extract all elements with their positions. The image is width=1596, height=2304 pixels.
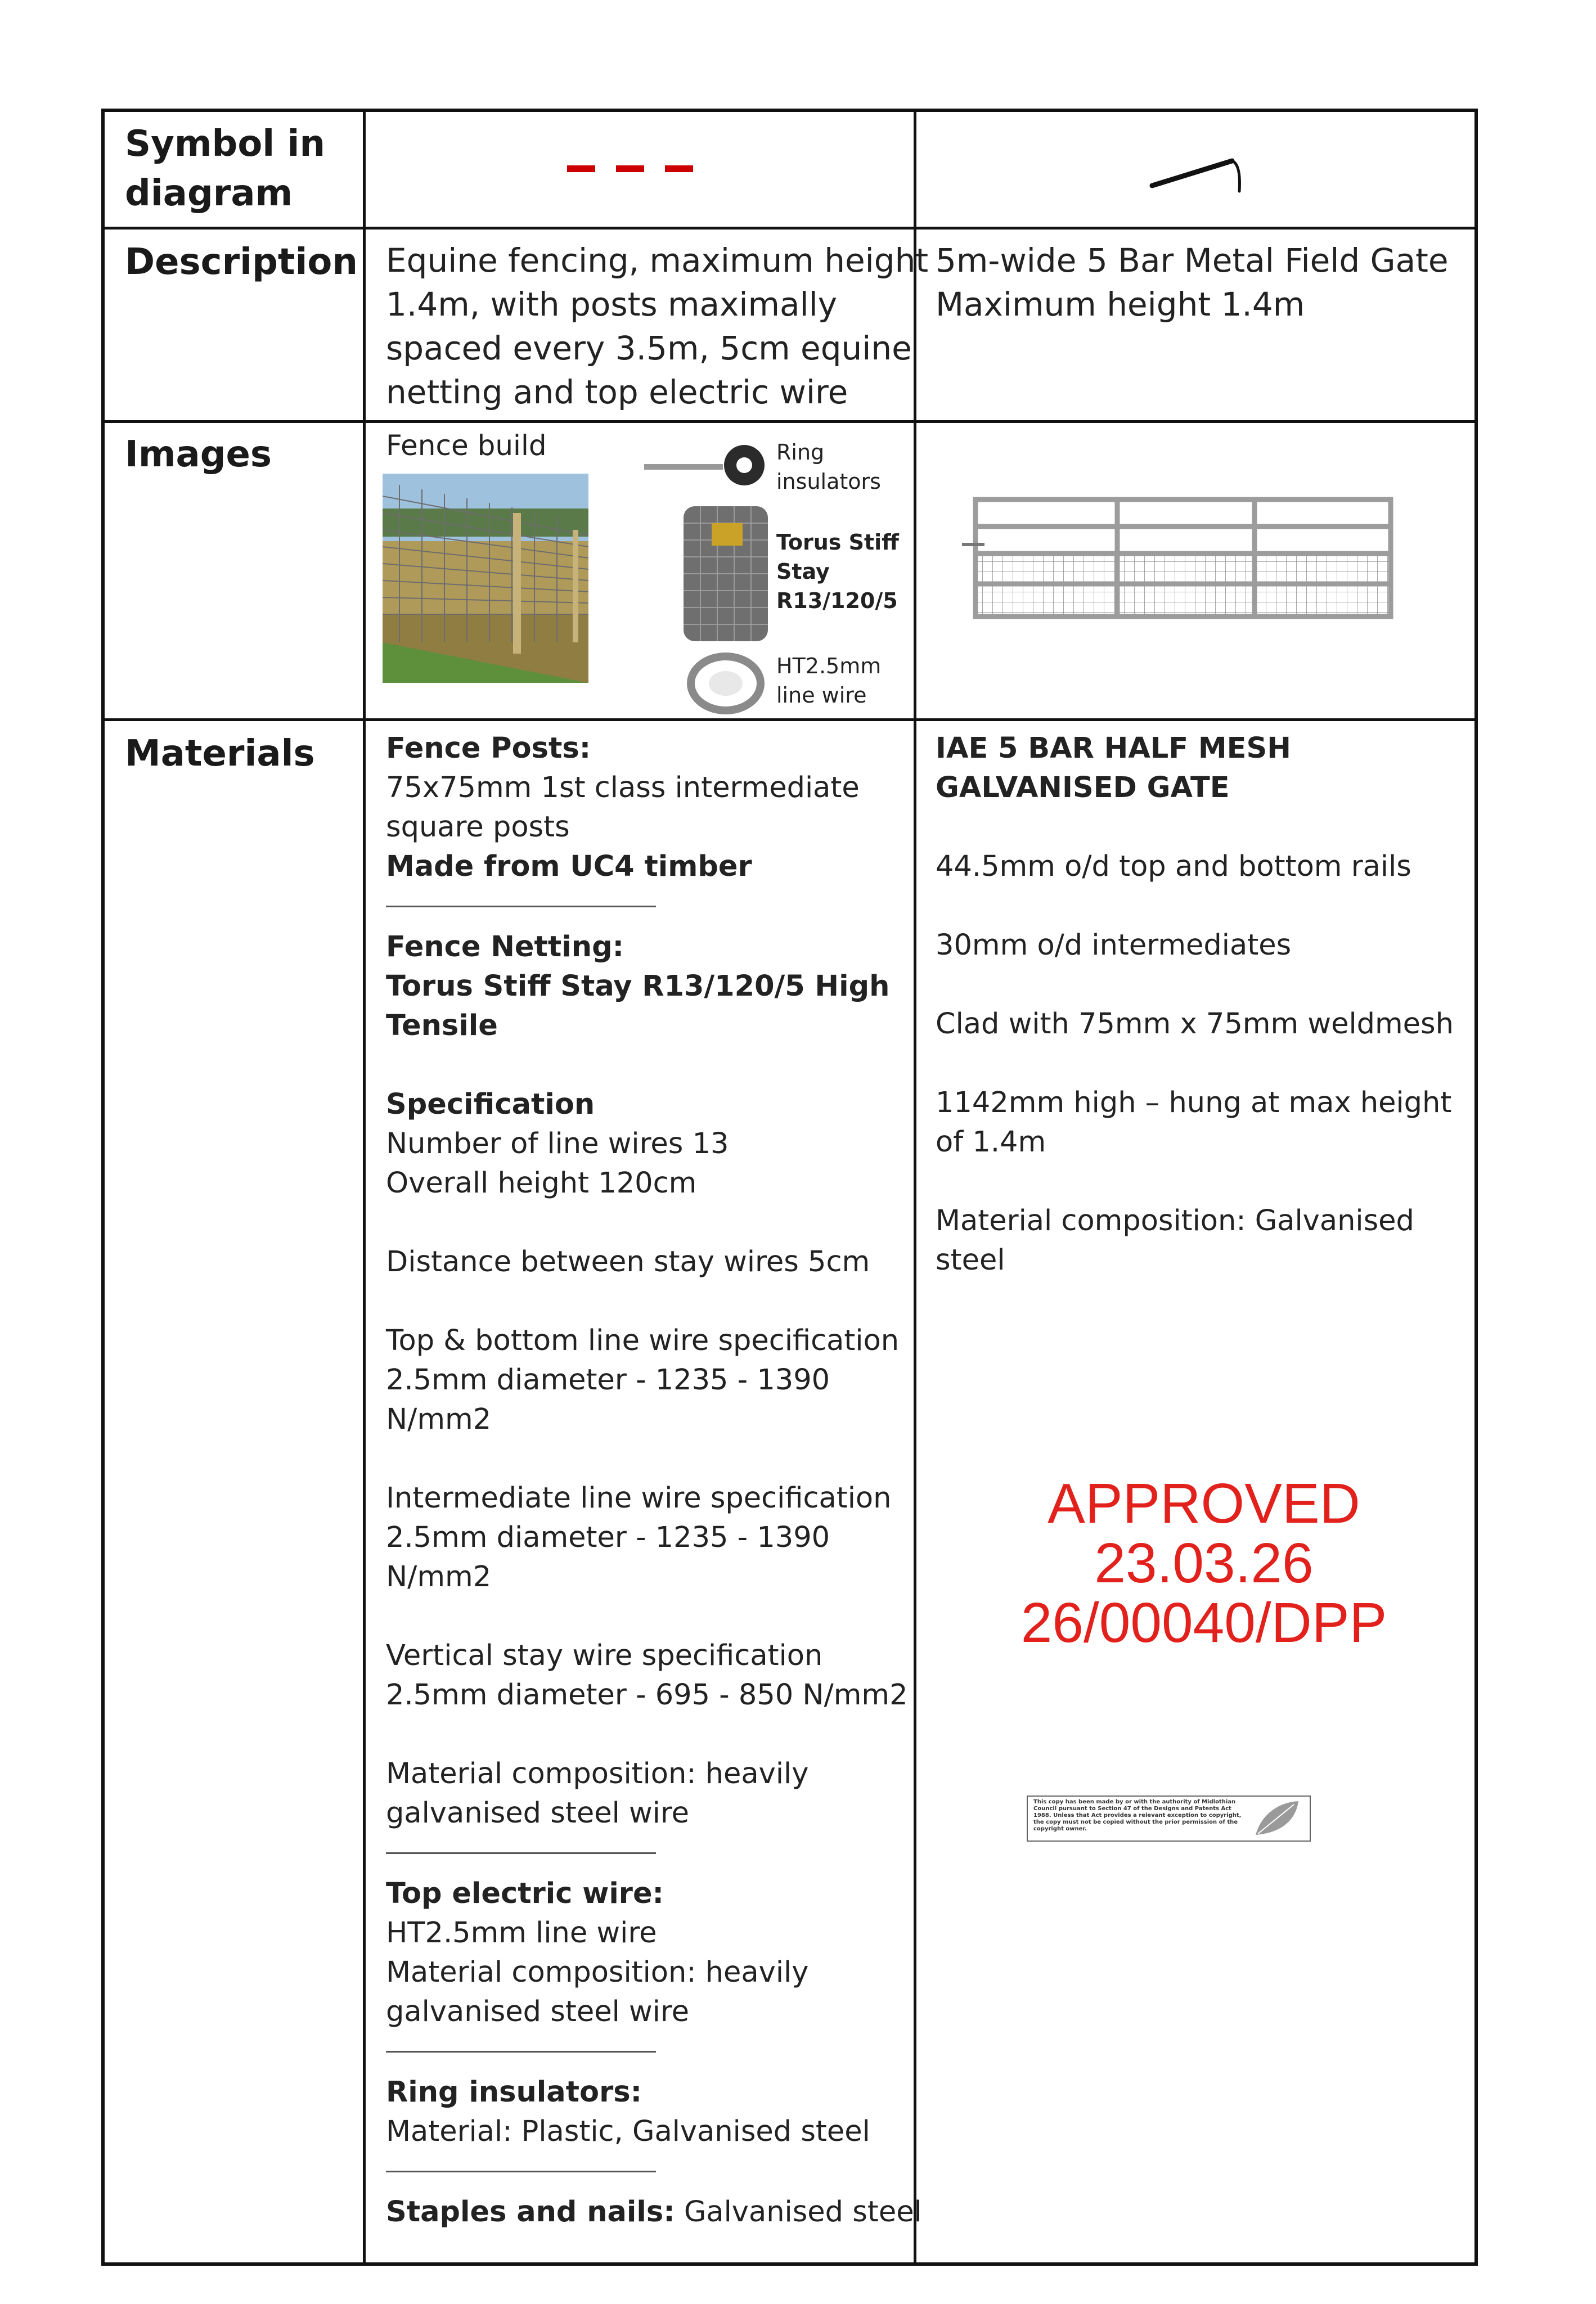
gate-heading: GALVANISED GATE (936, 771, 1230, 804)
ring-insulator-caption (776, 438, 881, 496)
caption-line: HT2.5mm (776, 654, 882, 678)
approval-stamp (1001, 1474, 1406, 1653)
netting-roll-caption (776, 528, 899, 615)
materials-line: Clad with 75mm x 75mm weldmesh (936, 1007, 1454, 1041)
materials-line: Material: Plastic, Galvanised steel (386, 2115, 870, 2148)
materials-line: 30mm o/d intermediates (936, 929, 1292, 962)
fence-build-caption: Fence build (386, 429, 547, 462)
materials-line: 2.5mm diameter - 1235 - 1390 (386, 1364, 830, 1397)
ring-insulator-image (639, 442, 779, 492)
ring-insulators-heading: Ring insulators: (386, 2076, 642, 2109)
description-line: spaced every 3.5m, 5cm equine (386, 329, 912, 367)
section-divider (386, 1833, 656, 1854)
materials-line: Distance between stay wires 5cm (386, 1245, 870, 1279)
electric-wire-heading: Top electric wire: (386, 1877, 664, 1910)
description-line: 1.4m, with posts maximally (386, 285, 838, 323)
description-line: Maximum height 1.4m (936, 285, 1305, 323)
specification-heading: Specification (386, 1088, 595, 1121)
materials-line: N/mm2 (386, 1560, 492, 1594)
materials-line: 1142mm high – hung at max height (936, 1086, 1452, 1119)
materials-line: 2.5mm diameter - 1235 - 1390 (386, 1521, 830, 1554)
materials-line: square posts (386, 811, 570, 844)
caption-line: insulators (776, 469, 881, 494)
materials-line: Tensile (386, 1009, 498, 1042)
gate-description (936, 238, 1449, 326)
caption-line: R13/120/5 (776, 588, 898, 613)
netting-roll-image (678, 501, 774, 647)
gate-materials (936, 729, 1454, 1280)
leaf-logo-icon (1244, 1798, 1306, 1840)
staples-value: Galvanised steel (675, 2195, 922, 2229)
section-divider (386, 2032, 656, 2053)
caption-line: Ring (776, 440, 825, 465)
fence-symbol-icon (563, 158, 698, 180)
materials-line: Material composition: heavily (386, 1757, 809, 1790)
materials-line: Number of line wires 13 (386, 1127, 729, 1160)
fence-materials (386, 729, 922, 2232)
materials-line: Top & bottom line wire specification (386, 1324, 900, 1357)
section-divider (386, 2152, 656, 2172)
materials-line: N/mm2 (386, 1403, 492, 1436)
materials-line: Overall height 120cm (386, 1167, 697, 1200)
posts-heading: Fence Posts: (386, 732, 591, 765)
caption-line: line wire (776, 683, 867, 708)
line-wire-caption (776, 651, 881, 710)
staples-heading: Staples and nails: (386, 2195, 675, 2229)
description-line: 5m-wide 5 Bar Metal Field Gate (936, 241, 1449, 280)
materials-line: galvanised steel wire (386, 1995, 690, 2028)
description-line: Equine fencing, maximum height (386, 241, 929, 280)
stamp-line: APPROVED (1047, 1472, 1360, 1535)
description-row-label: Description (125, 241, 358, 283)
materials-row-label: Materials (125, 733, 315, 775)
materials-line: 2.5mm diameter - 695 - 850 N/mm2 (386, 1678, 908, 1712)
fence-description (386, 238, 928, 414)
field-gate-image (962, 490, 1406, 631)
materials-line: Torus Stiff Stay R13/120/5 High (386, 970, 890, 1003)
column-divider (363, 112, 366, 2262)
caption-line: Stay (776, 559, 830, 584)
copyright-text: This copy has been made by or with the authority of Midlothian Council pursuant to Section 47 of the Designs and Patents Act 1988. Unless that Act provides a relevant exception to copyright, the copy must not be copied without the prior permission of the copyright owner. (1033, 1799, 1242, 1832)
stamp-line: 26/00040/DPP (1020, 1591, 1387, 1654)
images-row-label: Images (125, 434, 272, 475)
materials-line: 75x75mm 1st class intermediate (386, 771, 860, 804)
fence-build-photo (383, 474, 588, 683)
line-wire-coil-image (686, 652, 765, 714)
description-line: netting and top electric wire (386, 373, 848, 411)
materials-line: steel (936, 1244, 1005, 1277)
materials-line: galvanised steel wire (386, 1797, 690, 1830)
materials-line: Material composition: heavily (386, 1956, 809, 1989)
materials-line: of 1.4m (936, 1126, 1046, 1159)
materials-line: Material composition: Galvanised (936, 1204, 1414, 1238)
materials-line: HT2.5mm line wire (386, 1916, 657, 1950)
section-divider (386, 886, 656, 907)
gate-heading: IAE 5 BAR HALF MESH (936, 732, 1291, 765)
materials-line: Made from UC4 timber (386, 850, 752, 883)
caption-line: Torus Stiff (776, 530, 899, 555)
stamp-line: 23.03.26 (1094, 1532, 1314, 1595)
materials-line: 44.5mm o/d top and bottom rails (936, 850, 1411, 883)
row-divider (105, 718, 1474, 721)
row-divider (105, 420, 1474, 423)
row-divider (105, 227, 1474, 230)
gate-symbol-icon (1148, 147, 1249, 198)
materials-line: Vertical stay wire specification (386, 1639, 823, 1672)
symbol-row-label (125, 119, 325, 218)
netting-heading: Fence Netting: (386, 930, 624, 964)
symbol-label-line: diagram (125, 173, 293, 214)
staples-line (386, 2193, 922, 2232)
symbol-label-line: Symbol in (125, 123, 325, 165)
copyright-notice (1027, 1796, 1311, 1842)
materials-line: Intermediate line wire specification (386, 1482, 892, 1515)
